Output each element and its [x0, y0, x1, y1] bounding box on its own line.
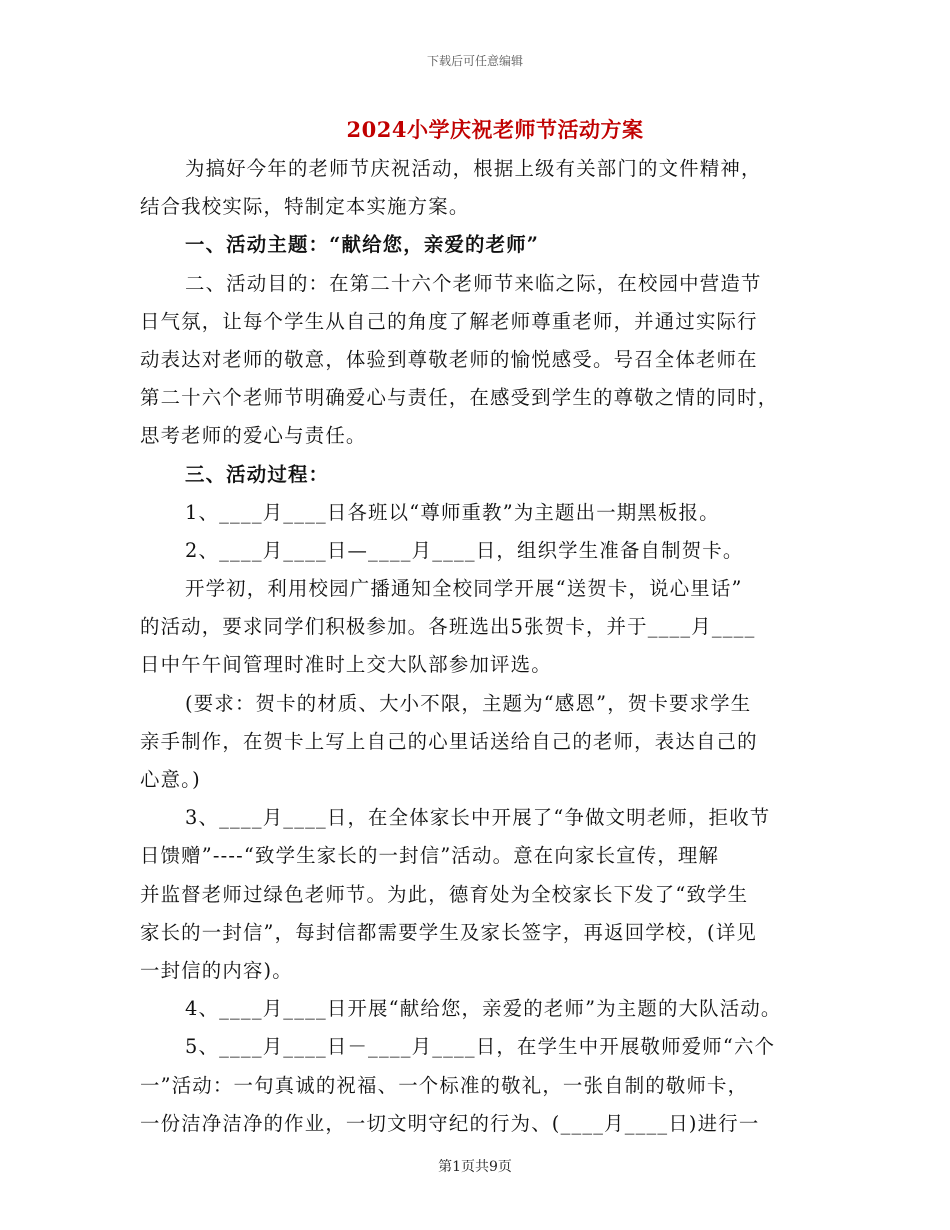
paragraph-line: 一封信的内容)。 [140, 958, 293, 982]
document-title: 2024小学庆祝老师节活动方案 [346, 117, 644, 142]
paragraph-line: 1、____月____日各班以“尊师重教”为主题出一期黑板报。 [185, 500, 720, 524]
page-header-note: 下载后可任意编辑 [426, 54, 523, 68]
paragraph-line: 心意。) [140, 768, 201, 791]
paragraph-line: 一份洁净洁净的作业，一切文明守纪的行为、(____月____日)进行一 [140, 1111, 760, 1135]
paragraph-line: 第二十六个老师节明确爱心与责任，在感受到学生的尊敬之情的同时， [140, 386, 779, 410]
paragraph-line: 日中午午间管理时准时上交大队部参加评选。 [140, 653, 552, 677]
document-body [140, 150, 830, 1143]
paragraph-line: 日馈赠”----“致学生家长的一封信”活动。意在向家长宣传，理解 [140, 844, 720, 868]
paragraph-line: 4、____月____日开展“献给您，亲爱的老师”为主题的大队活动。 [185, 997, 782, 1021]
paragraph-line: 思考老师的爱心与责任。 [140, 424, 367, 448]
paragraph-line: 开学初，利用校园广播通知全校同学开展“送贺卡，说心里话” [185, 577, 743, 601]
paragraph-line: 一、活动主题：“献给您，亲爱的老师” [185, 233, 540, 257]
paragraph-line: 为搞好今年的老师节庆祝活动，根据上级有关部门的文件精神， [185, 157, 762, 180]
paragraph-line: 并监督老师过绿色老师节。为此，德育处为全校家长下发了“致学生 [140, 882, 749, 906]
page-footer: 第1页共9页 [438, 1159, 512, 1175]
paragraph-line: 一”活动：一句真诚的祝福、一个标准的敬礼，一张自制的敬师卡， [140, 1073, 749, 1097]
paragraph-line: 三、活动过程： [185, 462, 330, 486]
paragraph-line: 的活动，要求同学们积极参加。各班选出5张贺卡，并于____月____ [140, 615, 756, 639]
paragraph-line: 3、____月____日，在全体家长中开展了“争做文明老师，拒收节 [185, 806, 771, 830]
paragraph-line: 2、____月____日—____月____日，组织学生准备自制贺卡。 [185, 538, 744, 562]
paragraph-line: 家长的一封信”，每封信都需要学生及家长签字，再返回学校，(详见 [140, 920, 758, 944]
paragraph-line: 日气氛，让每个学生从自己的角度了解老师尊重老师，并通过实际行 [140, 309, 758, 333]
paragraph-line: 动表达对老师的敬意，体验到尊敬老师的愉悦感受。号召全体老师在 [140, 347, 758, 371]
paragraph-line: 二、活动目的：在第二十六个老师节来临之际，在校园中营造节 [185, 271, 762, 295]
paragraph-line: (要求：贺卡的材质、大小不限，主题为“感恩”，贺卡要求学生 [185, 691, 752, 715]
paragraph-line: 5、____月____日－____月____日，在学生中开展敬师爱师“六个 [185, 1035, 776, 1059]
paragraph-line: 亲手制作，在贺卡上写上自己的心里话送给自己的老师，表达自己的 [140, 729, 758, 753]
paragraph-line: 结合我校实际，特制定本实施方案。 [140, 195, 470, 219]
